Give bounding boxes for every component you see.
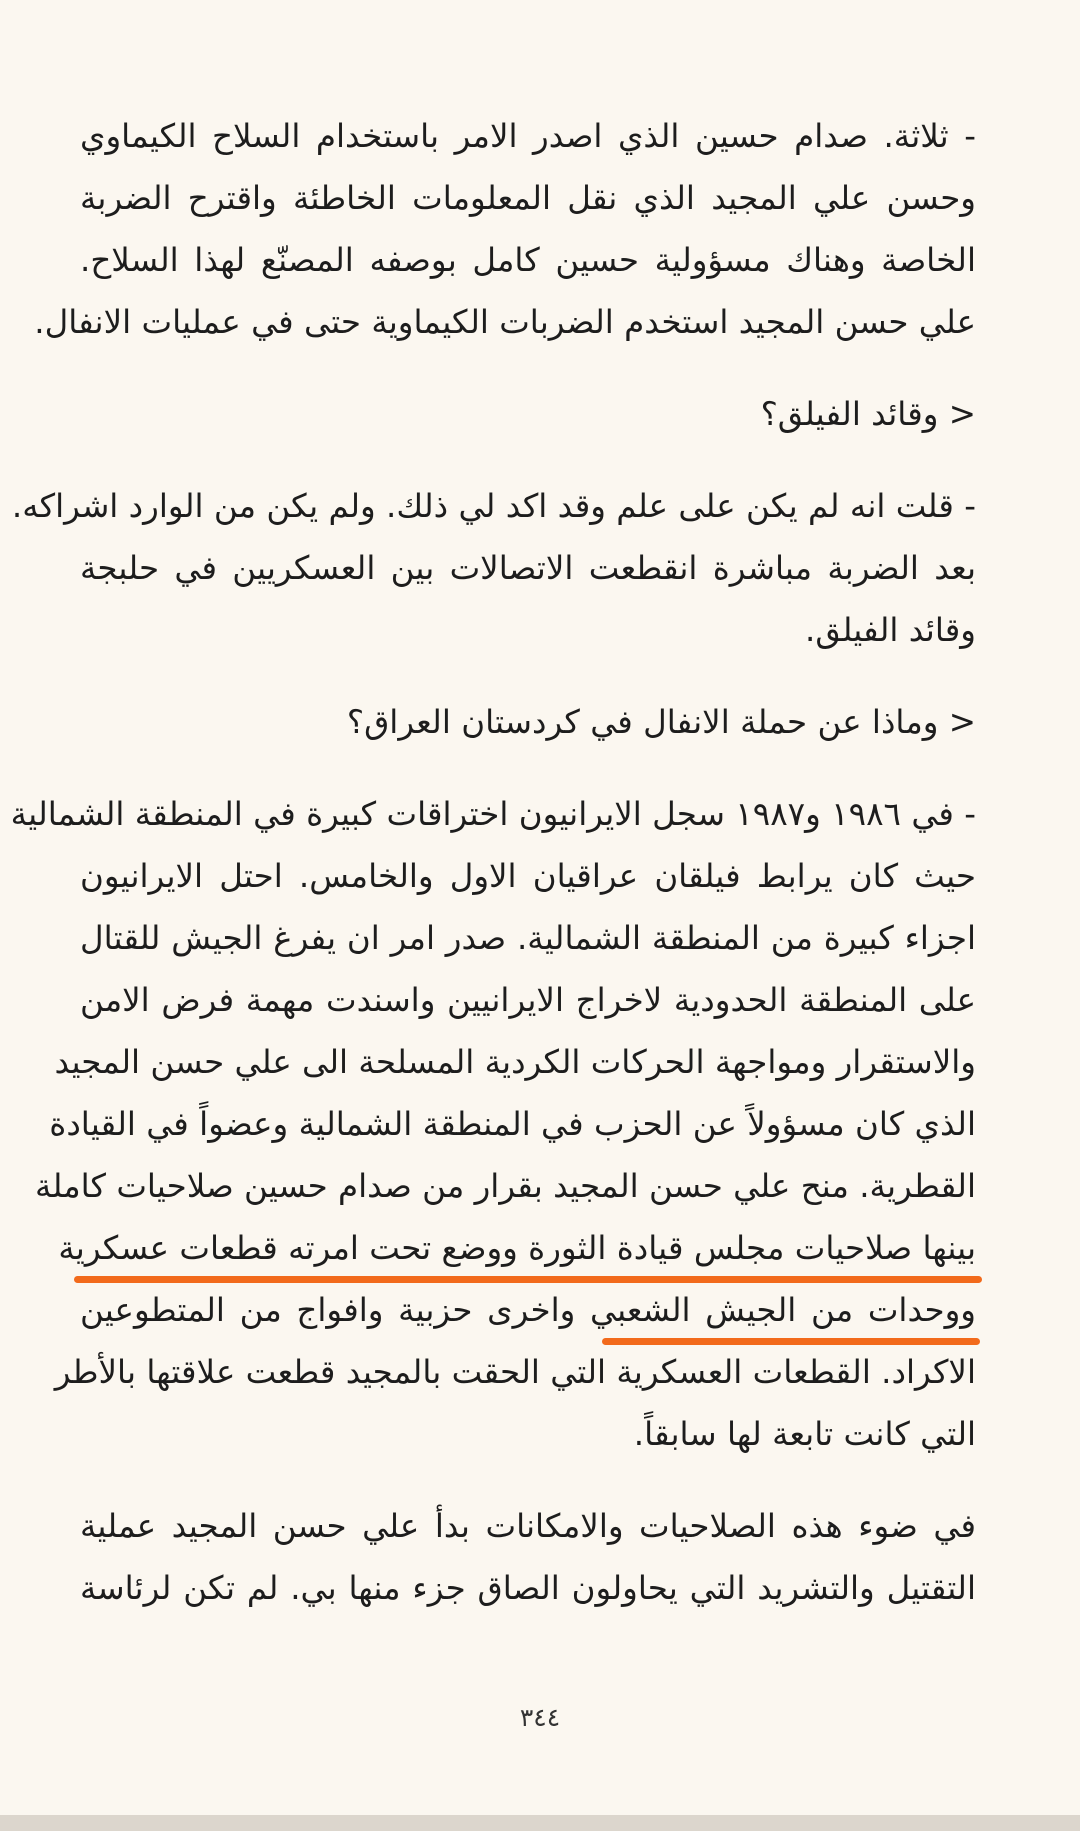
page-text <box>10 105 976 1649</box>
text-line: حيث كان يرابط فيلقان عراقيان الاول والخامس. احتل الايرانيون <box>80 857 976 895</box>
text-line: الاكراد. القطعات العسكرية التي الحقت بالمجيد قطعت علاقتها بالأطر <box>54 1353 976 1391</box>
answer-paragraph-2 <box>11 475 976 661</box>
question-paragraph-1 <box>80 383 976 445</box>
text-line: - في ١٩٨٦ و١٩٨٧ سجل الايرانيون اختراقات كبيرة في المنطقة الشمالية <box>10 795 976 833</box>
text-line: علي حسن المجيد استخدم الضربات الكيماوية حتى في عمليات الانفال. <box>34 303 976 341</box>
answer-paragraph-4 <box>80 1495 976 1619</box>
text-line: والاستقرار ومواجهة الحركات الكردية المسلحة الى علي حسن المجيد <box>54 1043 976 1081</box>
text-line-highlighted <box>80 1279 976 1341</box>
text-line: على المنطقة الحدودية لاخراج الايرانيين واسندت مهمة فرض الامن <box>80 981 976 1019</box>
text-line: بعد الضربة مباشرة انقطعت الاتصالات بين العسكريين في حلبجة <box>80 549 976 587</box>
text-line: وحسن علي المجيد الذي نقل المعلومات الخاطئة واقترح الضربة <box>80 179 976 217</box>
page-number: ٣٤٤ <box>519 1703 561 1732</box>
text-line: وقائد الفيلق. <box>805 611 976 649</box>
text-line: الخاصة وهناك مسؤولية حسين كامل بوصفه المصنّع لهذا السلاح. <box>80 241 976 279</box>
text-line: - ثلاثة. صدام حسين الذي اصدر الامر باستخدام السلاح الكيماوي <box>80 117 976 155</box>
text-line-highlighted <box>58 1217 976 1279</box>
text-line: التي كانت تابعة لها سابقاً. <box>633 1415 976 1453</box>
text-line: التقتيل والتشريد التي يحاولون الصاق جزء منها بي. لم تكن لرئاسة <box>80 1569 976 1607</box>
text-line: الذي كان مسؤولاً عن الحزب في المنطقة الشمالية وعضواً في القيادة <box>49 1105 976 1143</box>
text-line: في ضوء هذه الصلاحيات والامكانات بدأ علي حسن المجيد عملية <box>80 1507 976 1545</box>
text-line-content: ووحدات من الجيش الشعبي واخرى حزبية وافواج من المتطوعين <box>80 1291 976 1329</box>
answer-paragraph-1 <box>34 105 976 353</box>
text-line: - قلت انه لم يكن على علم وقد اكد لي ذلك. ولم يكن من الوارد اشراكه. <box>11 487 976 525</box>
text-line: < وقائد الفيلق؟ <box>760 395 976 433</box>
text-line: القطرية. منح علي حسن المجيد بقرار من صدام حسين صلاحيات كاملة <box>35 1167 976 1205</box>
text-line: < وماذا عن حملة الانفال في كردستان العراق؟ <box>346 703 976 741</box>
answer-paragraph-3 <box>10 783 976 1465</box>
question-paragraph-2 <box>80 691 976 753</box>
text-line: اجزاء كبيرة من المنطقة الشمالية. صدر امر ان يفرغ الجيش للقتال <box>80 919 976 957</box>
text-line-content: بينها صلاحيات مجلس قيادة الثورة ووضع تحت امرته قطعات عسكرية <box>58 1229 976 1267</box>
page-bottom-edge <box>0 1815 1080 1831</box>
